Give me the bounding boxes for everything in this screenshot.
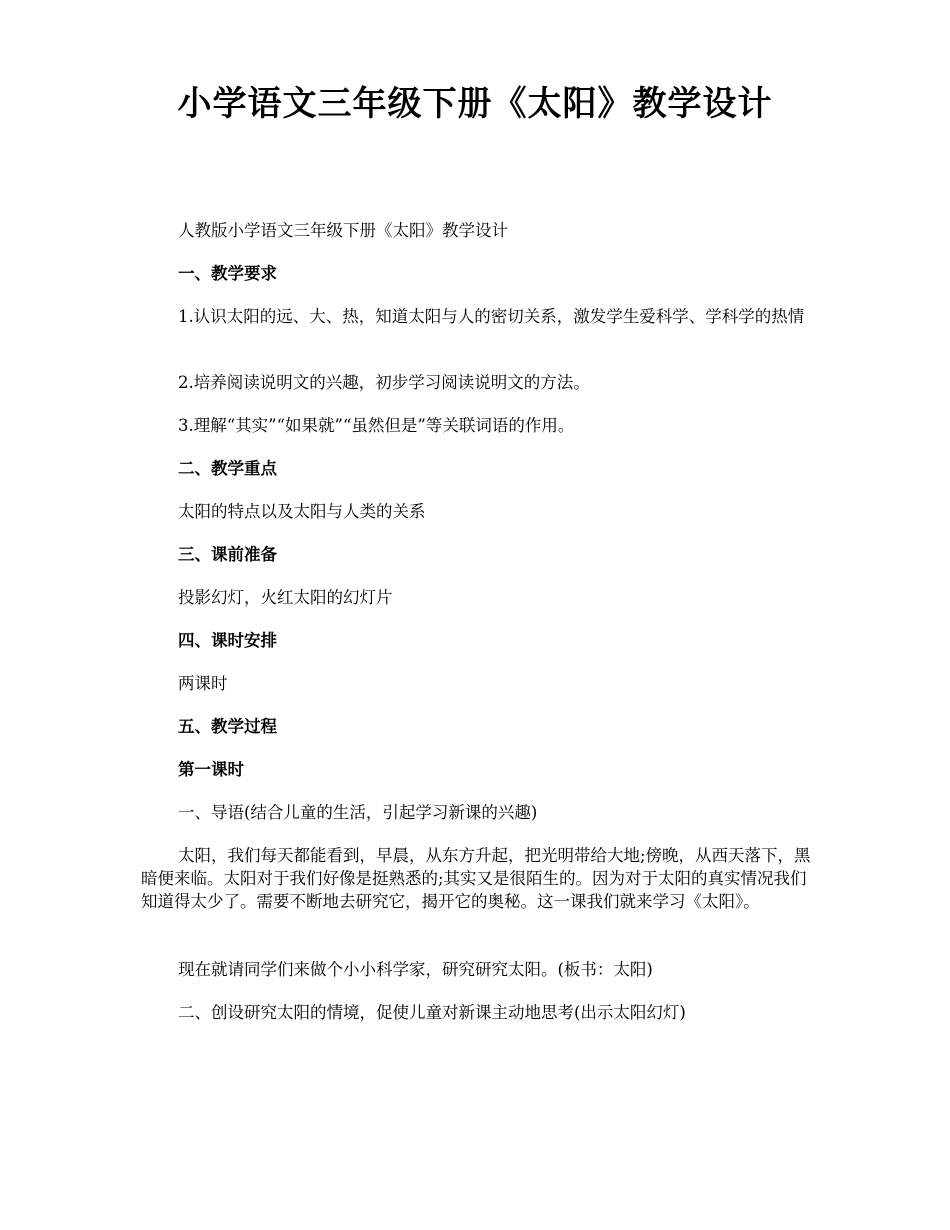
heading-teaching-process: 五、教学过程 xyxy=(178,717,277,736)
heading-teaching-focus: 二、教学重点 xyxy=(178,459,277,478)
paragraph-little-scientist: 现在就请同学们来做个小小科学家，研究研究太阳。(板书：太阳) xyxy=(178,960,653,979)
paragraph-teaching-focus: 太阳的特点以及太阳与人类的关系 xyxy=(178,502,426,521)
paragraph-preparation: 投影幻灯，火红太阳的幻灯片 xyxy=(178,588,393,607)
heading-preparation: 三、课前准备 xyxy=(178,545,277,564)
paragraph-sun-description: 太阳，我们每天都能看到，早晨，从东方升起，把光明带给大地;傍晚，从西天落下，黑暗便来临。太阳对于我们好像是挺熟悉的;其实又是很陌生的。因为对于太阳的真实情况我们知道得太少了。需要不断地去研究它，揭开它的奥秘。这一课我们就来学习《太阳》。 xyxy=(141,846,811,911)
heading-schedule: 四、课时安排 xyxy=(178,631,277,650)
paragraph-schedule: 两课时 xyxy=(178,674,228,693)
paragraph-subtitle: 人教版小学语文三年级下册《太阳》教学设计 xyxy=(178,221,508,240)
document-title: 小学语文三年级下册《太阳》教学设计 xyxy=(177,84,773,124)
paragraph-research-context: 二、创设研究太阳的情境，促使儿童对新课主动地思考(出示太阳幻灯) xyxy=(178,1003,686,1022)
heading-first-lesson: 第一课时 xyxy=(178,760,244,779)
paragraph-requirement-3: 3.理解“其实”“如果就”“虽然但是”等关联词语的作用。 xyxy=(178,416,575,435)
paragraph-requirement-2: 2.培养阅读说明文的兴趣，初步学习阅读说明文的方法。 xyxy=(178,373,590,392)
paragraph-requirement-1: 1.认识太阳的远、大、热，知道太阳与人的密切关系，激发学生爱科学、学科学的热情 xyxy=(178,307,805,326)
heading-teaching-requirements: 一、教学要求 xyxy=(178,264,277,283)
paragraph-introduction: 一、导语(结合儿童的生活，引起学习新课的兴趣) xyxy=(178,803,538,822)
